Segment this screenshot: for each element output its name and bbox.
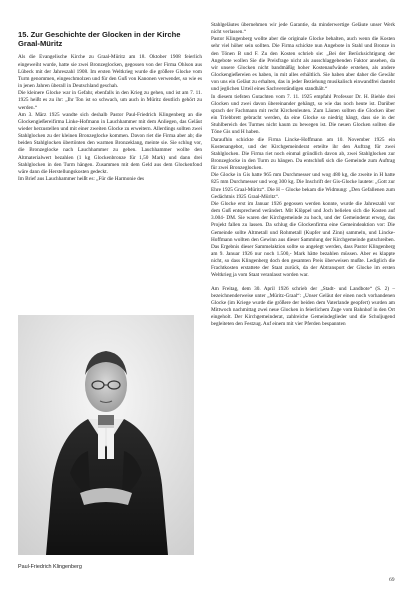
portrait-figure [18, 315, 194, 555]
paragraph: Daraufhin schickte die Firma Lincke-Hoffmann am 10. November 1925 ein Kostenangebot, und der Kirchgemeinderat erteilte ihr den Auftrag für zwei Stahlglocken. Die Firma riet noch einmal gründlich davon ab, zwei Stahlglocken zur Bronzeglocke in den Turm zu hängen. Da entschloß sich die Gemeinde zum Auftrag für zwei Bronzeglocken. [211, 136, 395, 172]
paragraph: Die kleinere Glocke war in Gefahr, ebenfalls in den Krieg zu gehen, und ist am 7. 11. 1925 heißt es zu ihr: „Ihr Ton ist so schwach, um auch in Müritz deutlich gehört zu werden.“ [18, 90, 202, 111]
right-column [211, 22, 395, 329]
paragraph: Pastor Klingenberg wollte aber die originale Glocke behalten, auch wenn die Kosten sehr viel höher sein sollten. Die Firma schickte nun Angebote in Stahl und Bronze in den Tönen B und F. Zu den Kosten schrieb sie: „Bei der Berücksichtigung der Angebote wollen Sie die Preisfrage nicht als ausschlaggebenden Faktor ansehen, da wir unsere Glocken nicht bandmäßig hoher Kostenaufwände erstehen, als andere Glockengießereien es haben, in mit alles erhältlich. Sie haben aber daher die Gewähr von uns ein Geläut zu erhalten, das in jeder Beziehung musikalisch einwandfrei dasteht und jeglichen Urteil eines Sachverständigen standhält.“ [211, 36, 395, 93]
left-column [18, 30, 202, 183]
paragraph: Am Freitag, dem 30. April 1926 schrieb der „Stadt- und Landbote“ (S. 2) – bezeichnenderweise unter „Müritz-Graal“: „Unser Geläut der einen noch vorhandenen Glocke (im Kriege wurde die größere der beiden dem Vaterlande geopfert) wurden am Mittwoch nachmittag zwei neue Glocken in feierlichem Zuge vom Bahnhof in den Ort eingeholt. Der Kirchgemeinderat, zahlreiche Gemeindeglieder und die Schuljugend begleiteten den Festzug. Auf einem mit vier Pferden bespannten [211, 285, 395, 328]
paragraph: Die Glocke in Gis hatte 965 mm Durchmesser und wog 480 kg, die zweite in H hatte 825 mm Durchmesser und wog 300 kg. Die Inschrift der Gis-Glocke lautete: „Gott zur Ehre 1925 Graal-Müritz“. Die H – Glocke bekam die Widmung: „Den Gefallenen zum Gedächtnis 1925 Graal-Müritz“. [211, 172, 395, 200]
page-number: 69 [389, 577, 395, 583]
paragraph: Stahlgeläutes übernehmen wir jede Garantie, da minderwertige Geläute unser Werk nicht verlassen.“ [211, 22, 395, 36]
portrait-photo [18, 315, 194, 555]
paragraph: Am 3. März 1925 wandte sich deshalb Pastor Paul-Friedrich Klingenberg an die Glockengießereifirma Linke-Hofmann in Lauchhammer mit dem Anliegen, das Geläut wieder herzustellen und mit einer zweiten Glocke zu erweitern. Allerdings sollten zwei Stahlglocken zu der kleinen Bronzeglocke kommen. Davon riet die Firma aber ab; die beiden Stahlglocken übertönten den warmen Bronzeklang, meinte sie. Sie schlug vor, die Bronzeglocke nach Lauchhammer zu geben. Lauchhammer wollte den Altmaterialwert bezahlen (1 kg Glockenbronze für 1,50 Mark) und dann drei Stahlglocken in den Turm hängen. Zusammen mit dem Geld aus dem Glockenfond wäre dann die Herstellungskosten gedeckt. [18, 111, 202, 175]
section-heading: 15. Zur Geschichte der Glocken in der Kirche Graal-Müritz [18, 30, 181, 49]
paragraph: In diesem tiefsten Gutachten vom 7. 11. 1925 empfahl Professor Dr. H. Biehle drei Glocken und zwei davon übereinander gehängt, so wie das noch heute ist. Darüber sprach der Fachmann mit recht Kirchenleuten. Zum Läuten sollten die Glocken über ein Triebbrett gebracht werden, da eine Glocke so niedrig hängt, dass sie in der Stuhlbereich des Turmes nicht kaum zu bewegen ist. Die neuen Glocken sollten die Töne Gis und H haben. [211, 93, 395, 136]
photo-caption: Paul-Friedrich Klingenberg [18, 564, 82, 570]
paragraph: Die Glocke erst im Januar 1926 gegossen werden konnte, wurde die Jahreszahl vor dem Guß entsprechend verändert. Mit Klöppel und Joch belielen sich die Kosten auf 3.004- DM. Sie waren der Kirchgemeinde zu hoch, und der Gemeinderat erwog, das Projekt fallen zu lassen. Da schlug die Glockenfirma eine Gemeindeaktion vor: Die Gemeinde sollte Altmetall und Rohmetall (Kupfer und Zinn) sammeln, und Lincke-Hoffmann wollten den Gewinn aus dieser Sammlung der Kirchgemeinde gutschreiben. Das Ergebnis dieser Sammelaktion sollte so angelegt werden, dass Pastor Klingenberg am 9. Januar 1926 nur noch 1.500,- Mark hätte bezahlen müssen. Aber es klappte nicht, so dass Klingenberg doch den gesamten Preis überweisen mußte. Lediglich die Frachtkosten erstattete der Staat zurück, da der Abtransport der Glocke im ersten Weltkrieg ja vom Staat veranlasst worden war. [211, 200, 395, 279]
paragraph: Als die Evangelische Kirche zu Graal-Müritz am 18. Oktober 1908 feierlich eingeweiht wurde, hatte sie zwei Bronzeglocken, gegossen von der Firma Ohlson aus Lübeck mit der Jahreszahl 1908. Im ersten Weltkrieg wurde die größere Glocke vom Turm genommen, eingeschmolzen und für den Guß von Kanonen verwendet, so wie es in jenen Jahren überall in Deutschland geschah. [18, 54, 202, 90]
paragraph: Im Brief aus Lauchhammer heißt es: „Für die Harmonie des [18, 176, 145, 183]
